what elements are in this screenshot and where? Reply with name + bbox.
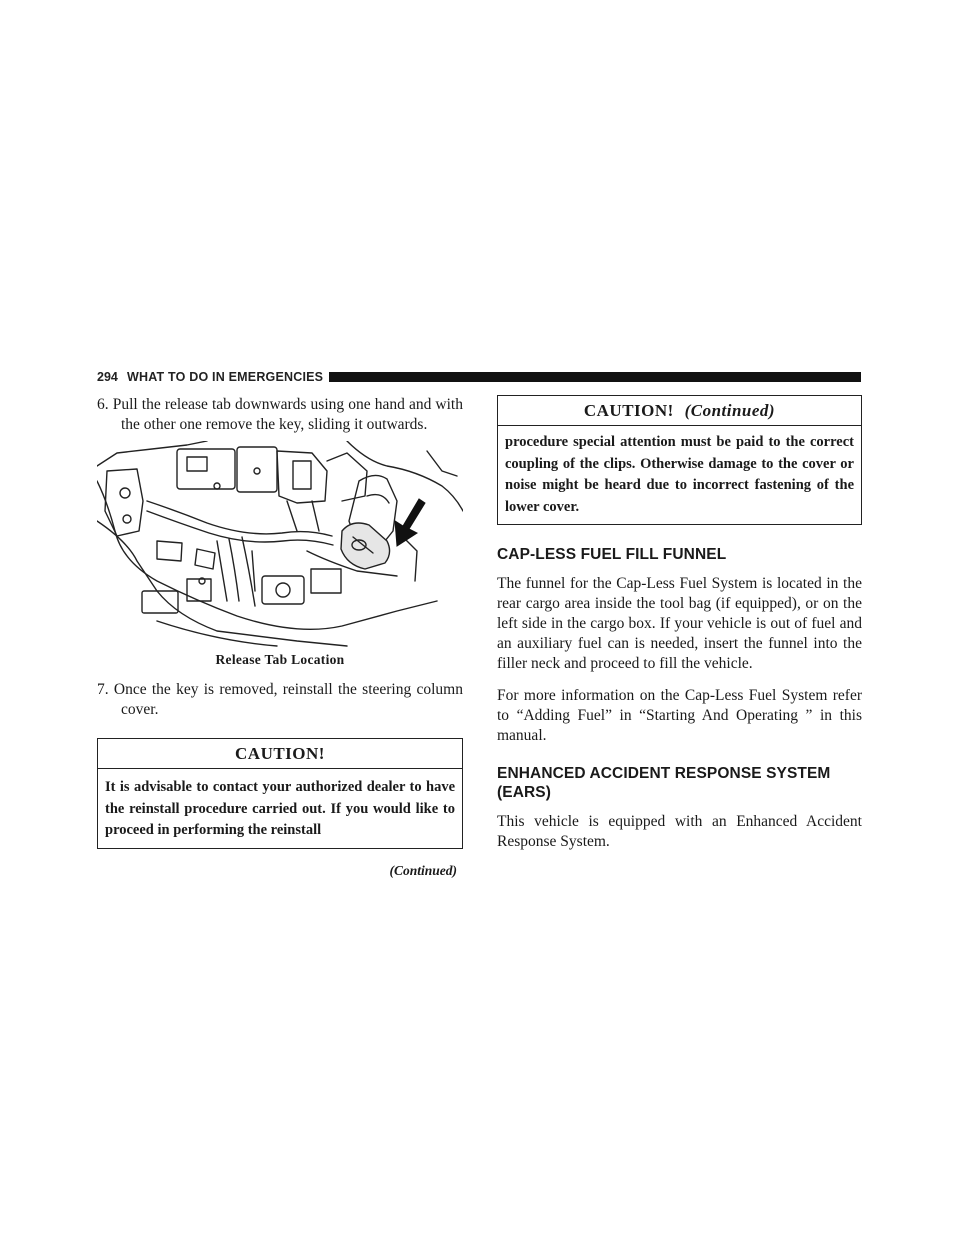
section-title: WHAT TO DO IN EMERGENCIES xyxy=(127,370,324,384)
continued-note: (Continued) xyxy=(389,862,457,878)
caution-continued-text: procedure special attention must be paid to the correct coupling of the clips. Otherwise damage to the cover or noise might be heard due to incorrect fastening of the lower cover. xyxy=(505,434,854,515)
header-bar xyxy=(329,372,861,382)
release-tab-figure xyxy=(97,441,463,651)
caution-continued-title xyxy=(498,396,861,426)
caution-text: It is advisable to contact your authorized dealer to have the reinstall procedure carried out. If you would like to proceed in performing the reinstall xyxy=(105,779,455,838)
left-column xyxy=(97,395,463,879)
heading-ears: ENHANCED ACCIDENT RESPONSE SYSTEM (EARS) xyxy=(497,765,831,801)
page-number: 294 xyxy=(97,370,118,384)
caution-continued-box xyxy=(497,395,862,525)
step-6: 6. Pull the release tab downwards using one hand and with the other one remove the key, sliding it outwards. xyxy=(97,396,463,433)
right-column xyxy=(497,395,862,864)
caution-title: CAUTION! xyxy=(98,739,462,769)
caution-title-continued: (Continued) xyxy=(684,401,776,420)
caution-title-text: CAUTION! xyxy=(583,401,674,420)
caution-box xyxy=(97,738,463,849)
para-funnel-location: The funnel for the Cap-Less Fuel System is located in the rear cargo area inside the tool bag (if equipped), or on the left side in the cargo box. If your vehicle is out of fuel and an auxiliary fuel can is needed, insert the funnel into the filler neck and proceed to fill the vehicle. xyxy=(497,575,862,672)
page-header xyxy=(97,370,861,386)
step-7: 7. Once the key is removed, reinstall the steering column cover. xyxy=(97,681,463,718)
para-more-information: For more information on the Cap-Less Fuel System refer to “Adding Fuel” in “Starting And Operating ” in this manual. xyxy=(497,687,862,744)
para-ears: This vehicle is equipped with an Enhanced Accident Response System. xyxy=(497,813,862,850)
figure-caption: Release Tab Location xyxy=(215,652,345,667)
release-tab-illustration xyxy=(97,441,463,651)
heading-cap-less-fuel-fill-funnel: CAP-LESS FUEL FILL FUNNEL xyxy=(497,546,727,563)
